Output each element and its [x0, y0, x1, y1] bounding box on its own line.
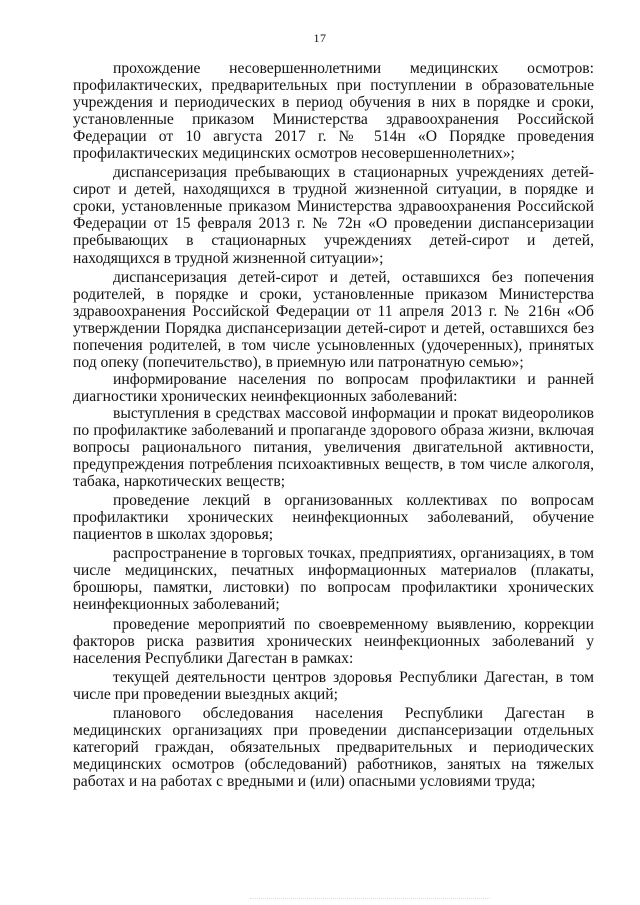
paragraph-printed-materials: распространение в торговых точках, предприятиях, организациях, в том числе медицинских, печатных информационных материалов (плакаты, брошюры, памятки, листовки) по вопросам профилактики хронических неинфекционных заболеваний; — [73, 545, 594, 614]
paragraph-orphan-inpatient-screening: диспансеризация пребывающих в стационарных учреждениях детей-сирот и детей, находящихся в трудной жизненной ситуации, в порядке и сроки, установленные приказом Министерства здравоохранения Российской Федерации от 15 февраля 2013 г. № 72н «О проведении диспансеризации пребывающих в стационарных учреждениях детей-сирот и детей, находящихся в трудной жизненной ситуации»; — [73, 164, 594, 267]
scan-artifact — [250, 898, 490, 905]
paragraph-planned-examination: планового обследования населения Республики Дагестан в медицинских организациях при проведении диспансеризации отдельных категорий граждан, обязательных предварительных и периодических медицинских осмотров (обследований) работников, занятых на тяжелых работах и на работах с вредными и (или) опасными условиями труда; — [73, 704, 594, 790]
paragraph-orphan-screening: диспансеризация детей-сирот и детей, оставшихся без попечения родителей, в порядке и сроки, установленные приказом Министерства здравоохранения Российской Федерации от 11 апреля 2013 г. № 216н «Об утверждении Порядка диспансеризации детей-сирот и детей, оставшихся без попечения родителей, в том числе усыновленных (удочеренных), принятых под опеку (попечительство), в приемную или патронатную семью»; — [73, 268, 594, 371]
paragraph-minor-medical-exams: прохождение несовершеннолетними медицинских осмотров: профилактических, предварительных при поступлении в образовательные учреждения и периодических в период обучения в них в порядке и сроки, установленные приказом Министерства здравоохранения Российской Федерации от 10 августа 2017 г. № 514н «О Порядке проведения профилактических медицинских осмотров несовершеннолетних»; — [73, 60, 594, 163]
paragraph-health-centers: текущей деятельности центров здоровья Республики Дагестан, в том числе при проведении выездных акций; — [73, 668, 594, 703]
document-body — [73, 60, 594, 790]
paragraph-media-appearances: выступления в средствах массовой информации и прокат видеороликов по профилактике заболеваний и пропаганде здорового образа жизни, включая вопросы рационального питания, увеличения двигательной активности, предупреждения потребления психоактивных веществ, в том числе алкоголя, табака, наркотических веществ; — [73, 404, 594, 491]
paragraph-lectures: проведение лекций в организованных коллективах по вопросам профилактики хронических неинфекционных заболеваний, обучение пациентов в школах здоровья; — [73, 492, 594, 544]
page-number: 17 — [313, 31, 327, 45]
paragraph-public-information: информирование населения по вопросам профилактики и ранней диагностики хронических неинфекционных заболеваний: — [73, 370, 594, 405]
paragraph-risk-factor-measures: проведение мероприятий по своевременному выявлению, коррекции факторов риска развития хронических неинфекционных заболеваний у населения Республики Дагестан в рамках: — [73, 615, 594, 667]
